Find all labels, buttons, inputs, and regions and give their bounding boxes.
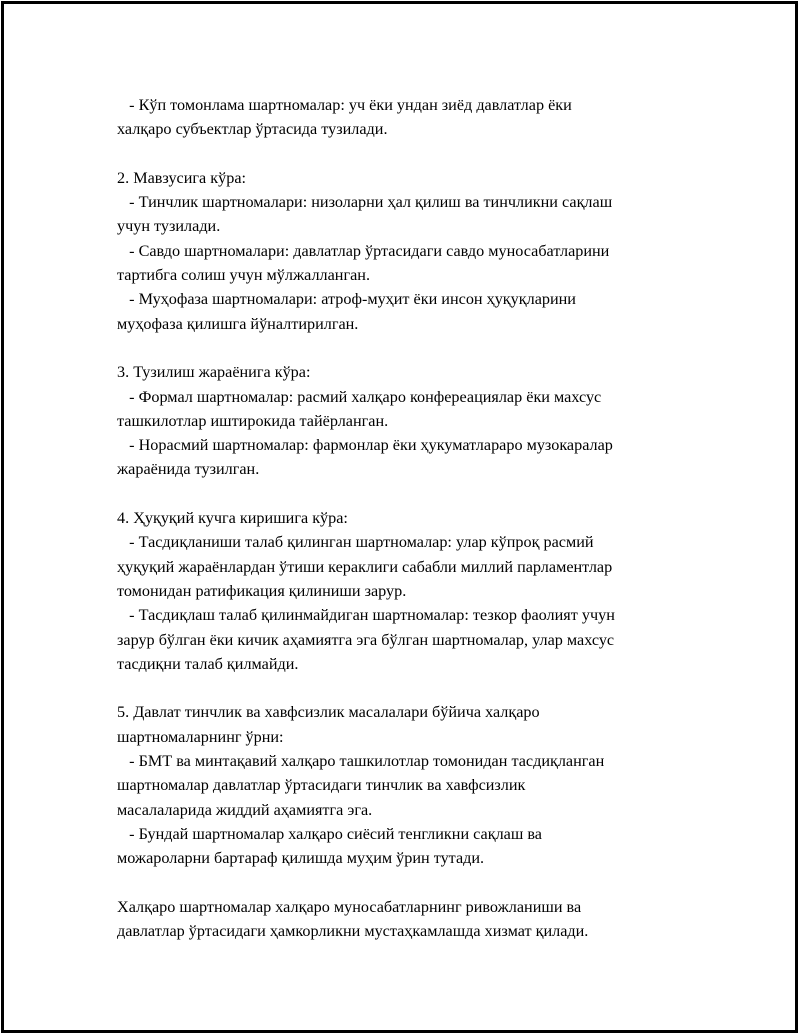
text-line: шартномалар давлатлар ўртасидаги тинчлик ва хавфсизлик — [117, 776, 526, 795]
text-line: жараёнида тузилган. — [117, 460, 260, 479]
text-line: халқаро субъектлар ўртасида тузилади. — [117, 120, 388, 139]
paragraph-gap — [117, 482, 717, 506]
text-line: масалаларида жиддий аҳамиятга эга. — [117, 800, 373, 819]
text-line: - Кўп томонлама шартномалар: уч ёки ундан зиёд давлатлар ёки — [117, 96, 572, 114]
text-line: ҳуқуқий жараёнлардан ўтиши кераклиги сабабли миллий парламентлар — [117, 557, 613, 576]
text-line: 4. Ҳуқуқий кучга киришига кўра: — [117, 509, 348, 528]
text-line: томонидан ратификация қилиниши зарур. — [117, 581, 407, 600]
document-body — [117, 93, 717, 943]
text-line: - Тасдиқлаш талаб қилинмайдиган шартномалар: тезкор фаолият учун — [117, 606, 615, 625]
text-line: - Норасмий шартномалар: фармонлар ёки ҳукуматлараро музокаралар — [117, 436, 613, 455]
paragraph-gap — [117, 871, 717, 895]
text-line: тасдиқни талаб қилмайди. — [117, 654, 299, 673]
text-line: - Бундай шартномалар халқаро сиёсий тенгликни сақлаш ва — [117, 824, 542, 843]
text-line: - Тасдиқланиши талаб қилинган шартномалар: улар кўпроқ расмий — [117, 533, 594, 552]
text-line: - БМТ ва минтақавий халқаро ташкилотлар томонидан тасдиқланган — [117, 752, 605, 771]
paragraph-gap — [117, 676, 717, 700]
text-line: 5. Давлат тинчлик ва хавфсизлик масалалари бўйича халқаро — [117, 703, 540, 722]
text-line: 2. Мавзусига кўра: — [117, 168, 247, 187]
text-line: - Тинчлик шартномалари: низоларни ҳал қилиш ва тинчликни сақлаш — [117, 193, 613, 212]
text-line: - Муҳофаза шартномалари: атроф-муҳит ёки инсон ҳуқуқларини — [117, 290, 576, 309]
text-line: - Формал шартномалар: расмий халқаро конфереациялар ёки махсус — [117, 387, 602, 406]
text-line: ташкилотлар иштирокида тайёрланган. — [117, 411, 389, 430]
text-line: Халқаро шартномалар халқаро муносабатларнинг ривожланиши ва — [117, 897, 582, 916]
text-line: муҳофаза қилишга йўналтирилган. — [117, 314, 359, 333]
paragraph-gap — [117, 142, 717, 166]
text-line: шартномаларнинг ўрни: — [117, 727, 284, 746]
text-line: можароларни бартараф қилишда муҳим ўрин тутади. — [117, 849, 485, 868]
text-line: - Савдо шартномалари: давлатлар ўртасидаги савдо муносабатларини — [117, 241, 610, 260]
text-line: учун тузилади. — [117, 217, 221, 236]
text-line: давлатлар ўртасидаги ҳамкорликни мустаҳкамлашда хизмат қилади. — [117, 922, 589, 941]
text-line: зарур бўлган ёки кичик аҳамиятга эга бўлган шартномалар, улар махсус — [117, 630, 615, 649]
text-line: тартибга солиш учун мўлжалланган. — [117, 266, 371, 285]
paragraph-gap — [117, 336, 717, 360]
text-line: 3. Тузилиш жараёнига кўра: — [117, 363, 311, 382]
